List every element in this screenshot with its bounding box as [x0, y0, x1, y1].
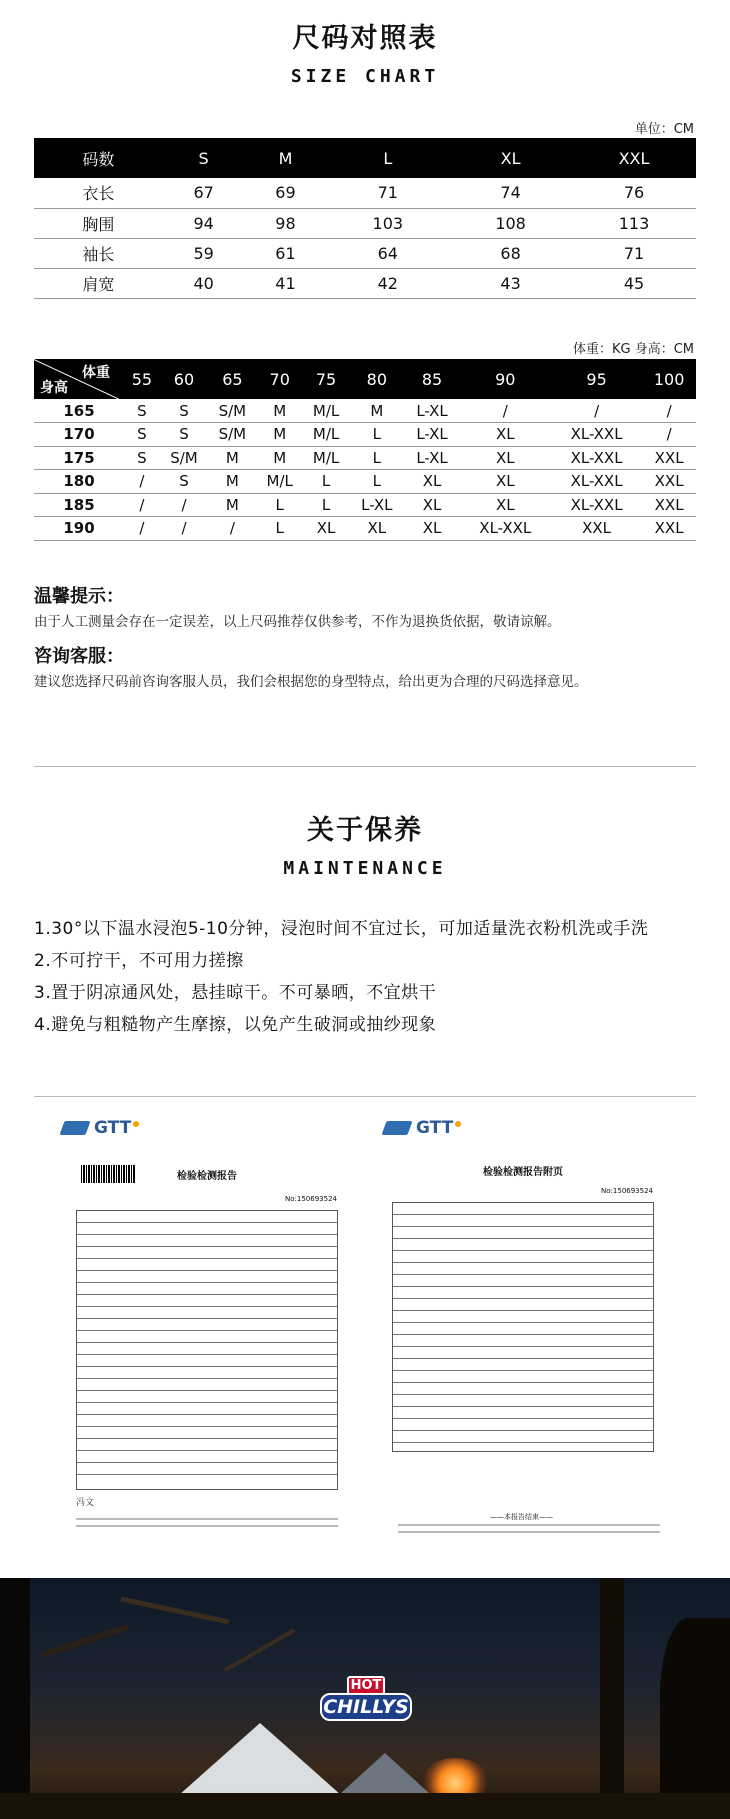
- signature: 冯文: [76, 1498, 95, 1508]
- recommend-size-cell: S/M: [208, 399, 256, 423]
- recommend-size-cell: XL-XXL: [551, 446, 642, 470]
- recommend-size-cell: /: [642, 423, 696, 447]
- recommend-size-cell: /: [124, 517, 160, 541]
- recommend-size-cell: /: [124, 470, 160, 494]
- hot-chillys-logo: [320, 1676, 412, 1732]
- gtt-logo: GTT: [62, 1118, 337, 1138]
- report-end: ——本报告结束——: [490, 1513, 553, 1521]
- recommend-size-cell: M/L: [303, 399, 349, 423]
- camping-photo: [0, 1578, 730, 1819]
- recommend-size-cell: L: [349, 470, 404, 494]
- weight-header-cell: 70: [257, 359, 303, 399]
- recommend-size-cell: S: [160, 470, 208, 494]
- weight-header-cell: 65: [208, 359, 256, 399]
- report-title: 检验检测报告: [177, 1171, 237, 1182]
- size-value-cell: 64: [326, 238, 449, 268]
- size-value-cell: 43: [449, 268, 572, 298]
- size-value-cell: 108: [449, 208, 572, 238]
- recommend-row: [34, 446, 696, 470]
- recommend-size-cell: XL: [460, 470, 551, 494]
- weight-header-cell: 75: [303, 359, 349, 399]
- size-value-cell: 41: [245, 268, 327, 298]
- recommend-size-cell: XL-XXL: [460, 517, 551, 541]
- recommend-row: [34, 399, 696, 423]
- recommend-row: [34, 470, 696, 494]
- recommend-size-cell: S/M: [160, 446, 208, 470]
- recommend-table: [34, 359, 696, 541]
- report-appendix-title: 检验检测报告附页: [483, 1167, 563, 1178]
- recommend-size-cell: /: [160, 517, 208, 541]
- recommend-size-cell: XL: [303, 517, 349, 541]
- recommend-size-cell: /: [642, 399, 696, 423]
- weight-header-cell: 100: [642, 359, 696, 399]
- recommend-size-cell: S/M: [208, 423, 256, 447]
- size-row-label: 胸围: [34, 208, 163, 238]
- size-row: [34, 208, 696, 238]
- size-value-cell: 68: [449, 238, 572, 268]
- recommend-size-cell: L-XL: [349, 493, 404, 517]
- recommend-size-cell: /: [551, 399, 642, 423]
- recommend-size-cell: XXL: [551, 517, 642, 541]
- gtt-logo: GTT: [384, 1118, 659, 1138]
- weight-header-cell: 80: [349, 359, 404, 399]
- weight-header-cell: 55: [124, 359, 160, 399]
- recommend-size-cell: XL: [404, 493, 459, 517]
- recommend-row: [34, 493, 696, 517]
- recommend-size-cell: XL: [460, 493, 551, 517]
- test-report-right: [384, 1118, 659, 1538]
- gtt-mark-icon: [381, 1121, 412, 1135]
- size-header-cell: M: [245, 138, 327, 178]
- height-label: 190: [34, 517, 124, 541]
- size-chart-table: [34, 138, 696, 299]
- size-chart-title: 尺码对照表: [292, 23, 438, 54]
- recommend-size-cell: L: [349, 423, 404, 447]
- height-label: 170: [34, 423, 124, 447]
- care-item: 3.置于阴凉通风处，悬挂晾干。不可暴晒，不宜烘干: [34, 983, 437, 1003]
- size-value-cell: 45: [572, 268, 696, 298]
- recommend-size-cell: M: [349, 399, 404, 423]
- recommend-size-cell: L: [257, 517, 303, 541]
- size-value-cell: 71: [572, 238, 696, 268]
- size-value-cell: 61: [245, 238, 327, 268]
- tips-heading: 温馨提示：: [34, 586, 124, 607]
- report-number: No:150693524: [285, 1195, 337, 1203]
- service-text: 建议您选择尺码前咨询客服人员，我们会根据您的身型特点，给出更为合理的尺码选择意见。: [34, 674, 588, 690]
- test-report-left: [62, 1118, 337, 1538]
- size-row: [34, 268, 696, 298]
- recommend-row: [34, 517, 696, 541]
- size-value-cell: 69: [245, 178, 327, 208]
- size-chart-subtitle: SIZE CHART: [290, 66, 440, 87]
- recommend-size-cell: XL: [460, 446, 551, 470]
- height-label: 180: [34, 470, 124, 494]
- recommend-size-cell: S: [124, 446, 160, 470]
- size-value-cell: 59: [163, 238, 245, 268]
- divider: [34, 766, 696, 767]
- recommend-size-cell: M: [208, 446, 256, 470]
- recommend-size-cell: M/L: [257, 470, 303, 494]
- recommend-size-cell: M: [208, 470, 256, 494]
- weight-header-cell: 90: [460, 359, 551, 399]
- height-label: 185: [34, 493, 124, 517]
- size-row: [34, 238, 696, 268]
- recommend-size-cell: M/L: [303, 423, 349, 447]
- size-value-cell: 94: [163, 208, 245, 238]
- corner-weight-label: 体重: [82, 365, 110, 381]
- report-appendix: [392, 1167, 654, 1452]
- corner-height-label: 身高: [40, 380, 68, 396]
- recommend-size-cell: L-XL: [404, 446, 459, 470]
- recommend-size-cell: S: [160, 423, 208, 447]
- size-value-cell: 67: [163, 178, 245, 208]
- size-value-cell: 74: [449, 178, 572, 208]
- size-row-label: 袖长: [34, 238, 163, 268]
- recommend-row: [34, 423, 696, 447]
- recommend-size-cell: /: [460, 399, 551, 423]
- size-row-label: 衣长: [34, 178, 163, 208]
- recommend-size-cell: L: [303, 470, 349, 494]
- size-header-cell: L: [326, 138, 449, 178]
- recommend-size-cell: /: [208, 517, 256, 541]
- size-header-cell: XXL: [572, 138, 696, 178]
- recommend-size-cell: XXL: [642, 470, 696, 494]
- size-row: [34, 178, 696, 208]
- weight-header-cell: 60: [160, 359, 208, 399]
- care-item: 2.不可拧干，不可用力搓擦: [34, 951, 244, 971]
- gtt-mark-icon: [59, 1121, 90, 1135]
- recommend-size-cell: S: [124, 399, 160, 423]
- recommend-size-cell: M: [257, 423, 303, 447]
- recommend-size-cell: XXL: [642, 517, 696, 541]
- size-header-cell: S: [163, 138, 245, 178]
- recommend-size-cell: XL-XXL: [551, 470, 642, 494]
- recommend-size-cell: M: [208, 493, 256, 517]
- size-value-cell: 42: [326, 268, 449, 298]
- weight-header-cell: 85: [404, 359, 459, 399]
- recommend-size-cell: L: [257, 493, 303, 517]
- size-header-cell: XL: [449, 138, 572, 178]
- recommend-size-cell: XL: [349, 517, 404, 541]
- recommend-size-cell: M/L: [303, 446, 349, 470]
- weight-header-cell: 95: [551, 359, 642, 399]
- size-value-cell: 103: [326, 208, 449, 238]
- recommend-size-cell: XXL: [642, 493, 696, 517]
- recommend-size-cell: XL: [460, 423, 551, 447]
- care-item: 1.30°以下温水浸泡5-10分钟，浸泡时间不宜过长，可加适量洗衣粉机洗或手洗: [34, 919, 649, 939]
- brand-top: HOT: [347, 1676, 385, 1695]
- recommend-size-cell: XL-XXL: [551, 423, 642, 447]
- size-value-cell: 113: [572, 208, 696, 238]
- recommend-size-cell: S: [160, 399, 208, 423]
- recommend-size-cell: M: [257, 399, 303, 423]
- divider: [34, 1096, 696, 1097]
- care-item: 4.避免与粗糙物产生摩擦，以免产生破洞或抽纱现象: [34, 1015, 437, 1035]
- maintenance-subtitle: MAINTENANCE: [283, 858, 447, 879]
- size-chart-unit: 单位：CM: [634, 122, 694, 137]
- service-heading: 咨询客服：: [34, 646, 124, 667]
- tent-shape: [170, 1723, 350, 1803]
- maintenance-title: 关于保养: [307, 815, 423, 846]
- report-document: [76, 1171, 338, 1490]
- recommend-size-cell: XL: [404, 517, 459, 541]
- size-value-cell: 98: [245, 208, 327, 238]
- recommend-size-cell: M: [257, 446, 303, 470]
- height-label: 165: [34, 399, 124, 423]
- recommend-size-cell: L-XL: [404, 423, 459, 447]
- brand-main: CHILLYS: [320, 1693, 412, 1721]
- recommend-size-cell: S: [124, 423, 160, 447]
- report-appendix-number: No:150693524: [601, 1187, 653, 1195]
- size-header-cell: 码数: [34, 138, 163, 178]
- corner-cell: [34, 359, 124, 399]
- recommend-unit: 体重：KG 身高：CM: [572, 342, 694, 357]
- recommend-size-cell: XXL: [642, 446, 696, 470]
- size-row-label: 肩宽: [34, 268, 163, 298]
- recommend-size-cell: XL: [404, 470, 459, 494]
- recommend-size-cell: L: [303, 493, 349, 517]
- recommend-size-cell: L-XL: [404, 399, 459, 423]
- size-value-cell: 71: [326, 178, 449, 208]
- size-value-cell: 40: [163, 268, 245, 298]
- height-label: 175: [34, 446, 124, 470]
- tips-text: 由于人工测量会存在一定误差，以上尺码推荐仅供参考，不作为退换货依据，敬请谅解。: [34, 614, 561, 630]
- recommend-size-cell: /: [124, 493, 160, 517]
- recommend-size-cell: L: [349, 446, 404, 470]
- recommend-size-cell: /: [160, 493, 208, 517]
- recommend-size-cell: XL-XXL: [551, 493, 642, 517]
- size-value-cell: 76: [572, 178, 696, 208]
